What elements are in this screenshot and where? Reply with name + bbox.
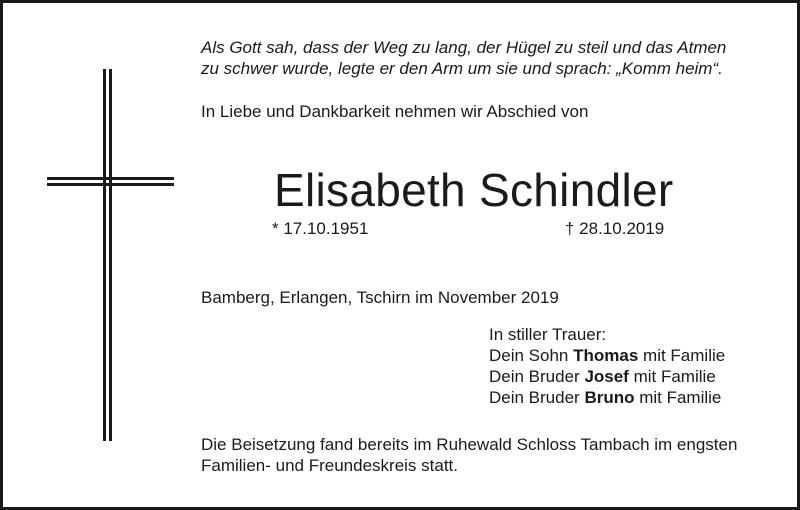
mourner-entry (489, 387, 725, 408)
mourner-name: Josef (584, 367, 629, 386)
cross-horizontal-line (47, 177, 174, 180)
mourner-entry (489, 345, 725, 366)
mourner-suffix: mit Familie (628, 367, 716, 386)
opening-quote (201, 37, 726, 79)
mourner-name: Bruno (584, 388, 635, 407)
place-and-date: Bamberg, Erlangen, Tschirn im November 2019 (201, 288, 559, 307)
mourner-suffix: mit Familie (634, 388, 722, 407)
intro-text: In Liebe und Dankbarkeit nehmen wir Abschied von (201, 102, 589, 121)
mourners-block (489, 324, 725, 408)
burial-notice (201, 434, 737, 476)
mourners-heading: In stiller Trauer: (489, 325, 607, 344)
mourner-suffix: mit Familie (638, 346, 726, 365)
quote-line: zu schwer wurde, legte er den Arm um sie und sprach: „Komm heim“. (201, 59, 723, 78)
mourner-name: Thomas (573, 346, 639, 365)
mourner-relation: Dein Bruder (489, 388, 585, 407)
cross-vertical-line (109, 69, 112, 441)
burial-line: Familien- und Freundeskreis statt. (201, 456, 458, 475)
mourner-entry (489, 366, 725, 387)
mourner-relation: Dein Sohn (489, 346, 574, 365)
cross-horizontal-line (47, 183, 174, 186)
deceased-name: Elisabeth Schindler (274, 164, 674, 216)
death-date: † 28.10.2019 (565, 219, 665, 238)
mourner-relation: Dein Bruder (489, 367, 585, 386)
burial-line: Die Beisetzung fand bereits im Ruhewald Schloss Tambach im engsten (201, 435, 738, 454)
cross-vertical-line (103, 69, 106, 441)
birth-date: * 17.10.1951 (272, 219, 369, 238)
quote-line: Als Gott sah, dass der Weg zu lang, der Hügel zu steil und das Atmen (201, 38, 727, 57)
